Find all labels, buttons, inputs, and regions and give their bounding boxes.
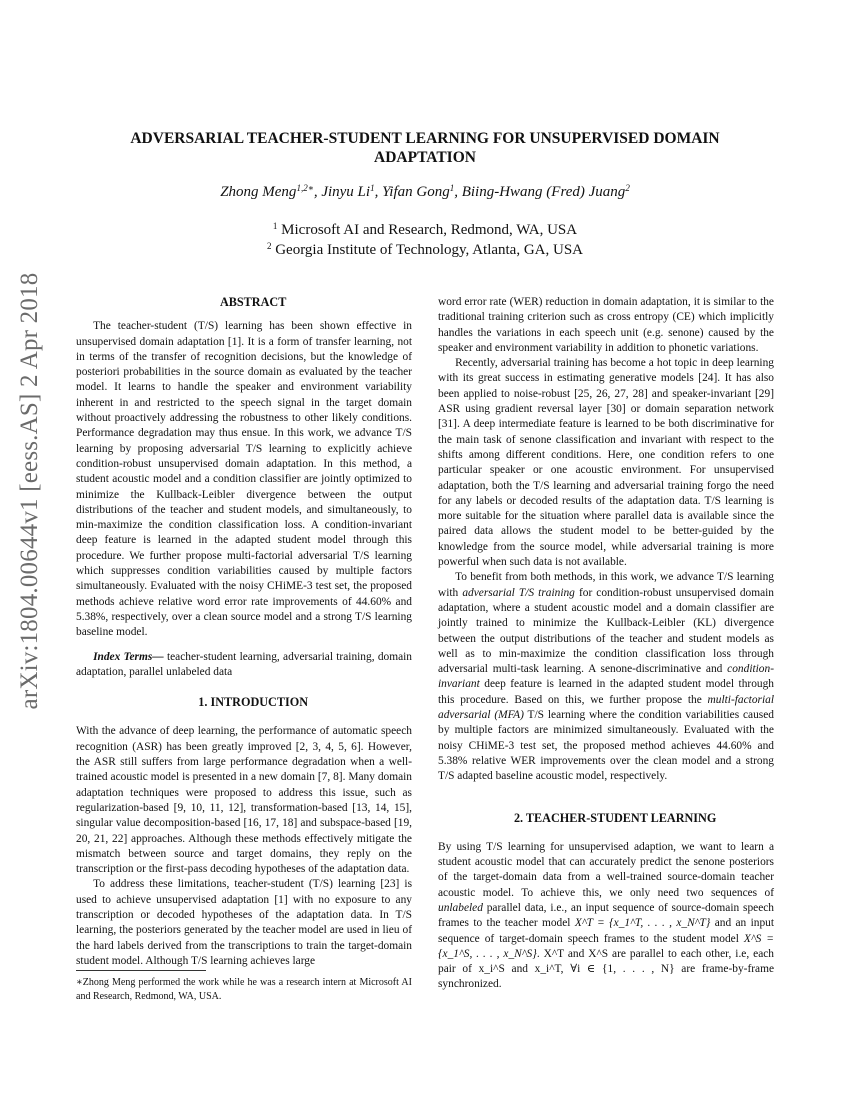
footnote-rule bbox=[76, 970, 206, 971]
arxiv-identifier: arXiv:1804.00644v1 [eess.AS] 2 Apr 2018 bbox=[16, 272, 43, 709]
right-paragraph-1: word error rate (WER) reduction in domain adaptation, it is similar to the traditional training criterion such as cross entropy (CE) which implicitly handles the variations in each speech unit (e.g. senone) caused by the speaker and environment variability in addition to phonetic variations. bbox=[438, 296, 774, 354]
title-line-1: ADVERSARIAL TEACHER-STUDENT LEARNING FOR UNSUPERVISED DOMAIN bbox=[130, 130, 720, 147]
left-column bbox=[76, 295, 412, 969]
author-name: Zhong Meng bbox=[220, 184, 297, 200]
paper-title bbox=[90, 129, 760, 167]
author-name: Yifan Gong bbox=[382, 184, 450, 200]
math-student-sequence: X^S = {x_1^S, . . . , x_N^S} bbox=[438, 932, 774, 960]
intro-heading: 1. INTRODUCTION bbox=[198, 695, 308, 710]
index-terms: Index Terms— teacher-student learning, adversarial training, domain adaptation, parallel unlabeled data bbox=[76, 650, 412, 678]
right-column bbox=[438, 295, 774, 993]
affiliation-2: $^2$ Georgia Institute of Technology, Atlanta, GA, USA bbox=[266, 241, 584, 258]
abstract-heading: ABSTRACT bbox=[219, 295, 287, 309]
intro-paragraph-2: To address these limitations, teacher-student (T/S) learning [23] is used to achieve unsupervised adaptation [1] with no exposure to any transcription or decoded hypotheses of the adaptation data. In T/S learning, the posteriors generated by the teacher model are used in lieu of the hard labels derived from the transcriptions to train the target-domain student model. Although T/S learning achieves large bbox=[76, 878, 412, 967]
math-teacher-sequence: X^T = {x_1^T, . . . , x_N^T} bbox=[574, 917, 711, 930]
intro-paragraph-1: With the advance of deep learning, the performance of automatic speech recognition (ASR) has been greatly improved [2, 3, 4, 5, 6]. However, the ASR still suffers from large performance degradation when a well-trained acoustic model is presented in a new domain [7, 8]. Many domain adaptation techniques were proposed to address this issue, such as regularization-based [9, 10, 11, 12], transformation-based [13, 14, 15], singular value decomposition-based [16, 17, 18] and subspace-based [19, 20, 21, 22] approaches. Although these methods effectively mitigate the mismatch between source and target domains, they reply on the transcription or the first-pass decoding hypotheses of the adaptation data. bbox=[76, 725, 412, 876]
author-name: Jinyu Li bbox=[321, 184, 371, 200]
author-list: Zhong Meng$^{1,2∗}$, Jinyu Li$^1$, Yifan Gong$^1$, Biing-Hwang (Fred) Juang$^2$ bbox=[220, 183, 630, 200]
section-2-paragraph: By using T/S learning for unsupervised adaption, we want to learn a student acoustic model that can accurately predict the senone posteriors of the target-domain data from a well-trained source-domain teacher acoustic model. To achieve this, we only need two sequences of unlabeled parallel data, i.e., an input sequence of source-domain speech frames to the teacher model X^T = {x_1^T, . . . , x_N^T} and an input sequence of target-domain speech frames to the student model X^S = {x_1^S, . . . , x_N^S}. X^T and X^S are parallel to each other, i.e, each pair of x_i^S and x_i^T, ∀i ∈ {1, . . . , N} are frame-by-frame synchronized. bbox=[438, 840, 775, 991]
footnote: ∗Zhong Meng performed the work while he was a research intern at Microsoft AI and Research, Redmond, WA, USA. bbox=[76, 976, 412, 1003]
right-paragraph-2: Recently, adversarial training has become a hot topic in deep learning with its great success in estimating generative models [24]. It has also been applied to noise-robust [25, 26, 27, 28] and speaker-invariant [29] ASR using gradient reversal layer [30] or domain separation network [31]. A deep intermediate feature is learned to be both discriminative for the main task of senone classification and invariant with respect to the shifts among different conditions. Here, one condition refers to one particular speaker or one acoustic environment. For unsupervised adaptation, both the T/S learning and adversarial training forgo the need for any labels or decoded results of the adaptation data. T/S learning is more suitable for the situation where parallel data is available since the paired data allows the student model to be better-guided by the knowledge from the source model, while adversarial training is more powerful when such data is not available. bbox=[438, 357, 774, 569]
abstract-body: The teacher-student (T/S) learning has been shown effective in unsupervised domain adaptation [1]. It is a form of transfer learning, not in terms of the transfer of recognition decisions, but the knowledge of posteriori probabilities in the source domain as evaluated by the teacher model. It learns to handle the speaker and environment variability inherent in and restricted to the speech signal in the target domain without proactively addressing the robustness to other likely conditions. Performance degradation may thus ensue. In this work, we advance T/S learning by proposing adversarial T/S learning to explicitly achieve condition-robust unsupervised domain adaptation. In this method, a student acoustic model and a condition classifier are jointly optimized to minimize the Kullback-Leibler divergence between the output distributions of the teacher and student models, and simultaneously, to min-maximize the condition classification loss. A condition-invariant deep feature is learned in the adapted student model through this procedure. We further propose multi-factorial adversarial T/S learning which suppresses condition variabilities caused by multiple factors simultaneously. Evaluated with the noisy CHiME-3 test set, the proposed methods achieve relative word error rate improvements of 44.60% and 5.38%, respectively, over a clean source model and a strong T/S learning baseline model. bbox=[76, 320, 412, 639]
author-name: Biing-Hwang (Fred) Juang bbox=[461, 184, 626, 200]
title-line-2: ADAPTATION bbox=[374, 149, 476, 166]
affiliation-1: $^1$ Microsoft AI and Research, Redmond, WA, USA bbox=[272, 221, 578, 238]
affiliations bbox=[90, 220, 760, 260]
section-2-heading: 2. TEACHER-STUDENT LEARNING bbox=[513, 810, 717, 825]
right-paragraph-3: To benefit from both methods, in this work, we advance T/S learning with adversarial T/S training for condition-robust unsupervised domain adaptation, where a student acoustic model and a domain classifier are jointly trained to minimize the Kullback-Leibler (KL) divergence between the output distributions of the teacher and student models as well as to min-maximize the condition classification loss through adversarial multi-task learning. A senone-discriminative and condition-invariant deep feature is learned in the adapted student model through this procedure. Based on this, we further propose the multi-factorial adversarial (MFA) T/S learning where the condition variabilities caused by multiple factors are minimized simultaneously. Evaluated with the noisy CHiME-3 test set, the proposed method achieves 44.60% and 5.38% relative WER improvements over the clean model and a strong T/S adapted baseline acoustic model, respectively. bbox=[438, 571, 774, 783]
index-terms-label: Index Terms— bbox=[93, 650, 164, 663]
